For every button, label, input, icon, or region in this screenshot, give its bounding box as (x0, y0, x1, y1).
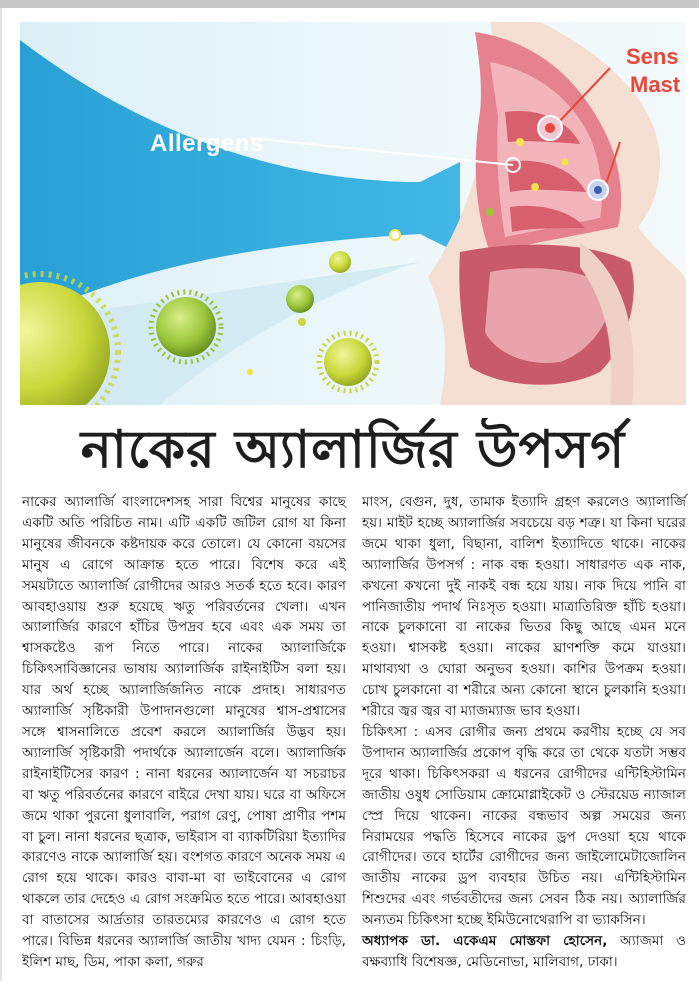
mast-label: Mast (630, 72, 681, 97)
right-paragraph-symptoms: মাংস, বেগুন, দুধ, তামাক ইত্যাদি গ্রহণ করলেও অ্যালার্জি হয়। মাইট হচ্ছে অ্যালার্জির সবচেয়ে বড় শত্রু। যা কিনা ঘরের জমে থাকা ধুলা, বিছানা, বালিশ ইত্যাদিতে থাকে। নাকের অ্যালার্জির উপসর্গ : নাক বন্ধ হওয়া। সাধারণত এক নাক, কখনো কখনো দুই নাকই বন্ধ হয়ে যায়। নাক দিয়ে পানি বা পানিজাতীয় পদার্থ নিঃসৃত হওয়া। মাত্রাতিরিক্ত হাঁচি হওয়া। নাকে চুলকানো বা নাকের ভিতর কিছু আছে এমন মনে হওয়া। শ্বাসকষ্ট হওয়া। নাকের ঘ্রাণশক্তি কমে যাওয়া। মাথাব্যথা ও ঘোরা অনুভব হওয়া। কাশির উপক্রম হওয়া। চোখ চুলকানো বা শরীরে অন্য কোনো স্থানে চুলকানি হওয়া। শরীরে জ্বর জ্বর বা ম্যাজম্যাজ ভাব হওয়া। (362, 494, 686, 720)
right-paragraph-treatment (362, 722, 686, 931)
author-detail: অ্যাজমা ও বক্ষব্যাধি বিশেষজ্ঞ, মেডিনোভা, মালিবাগ, ঢাকা। (362, 933, 686, 970)
top-border (0, 0, 699, 8)
allergens-label: Allergens (150, 130, 264, 157)
left-border (0, 8, 2, 981)
article-column-left (22, 492, 346, 973)
treatment-text: চিকিৎসা : এসব রোগীর জন্য প্রথমে করণীয় হচ্ছে যে সব উপাদান অ্যালার্জির প্রকোপ বৃদ্ধি করে তা থেকে যতটা সম্ভব দূরে থাকা। চিকিৎসকরা এ ধরনের রোগীদের এন্টিহিস্টামিন জাতীয় ওষুধ সোডিয়াম ক্রোমোগ্লাইকেট ও স্টেরয়েড ন্যাজাল স্প্রে দিয়ে থাকেন। নাকের বন্ধভাব অল্প সময়ের জন্য নিরাময়ের পদ্ধতি হিসেবে নাকের ড্রপ দেওয়া হয়ে থাকে রোগীদের। তবে হার্টের রোগীদের জন্য জাইলোমেটাজোলিন জাতীয় নাকের ড্রপ ব্যবহার উচিত নয়। এন্টিহিস্টামিন শিশুদের এবং গর্ভবতীদের জন্য সেবন ঠিক নয়। অ্যালার্জির অন্যতম চিকিৎসা হচ্ছে ইমিউনোথেরাপি বা ভ্যাকসিন। (362, 723, 686, 929)
allergy-illustration (20, 22, 686, 405)
nasal-cavity-illustration (20, 22, 686, 405)
left-paragraph: নাকের অ্যালার্জি বাংলাদেশসহ সারা বিশ্বের মানুষের কাছে একটি অতি পরিচিত নাম। এটি একটি জটিল রোগ যা কিনা মানুষের জীবনকে কষ্টদায়ক করে তোলে। যে কোনো বয়সের মানুষ এ রোগে আক্রান্ত হতে পারে। বিশেষ করে এই সময়টাতে অ্যালার্জি রোগীদের আরও সতর্ক হতে হবে। কারণ আবহাওয়ায় শুরু হয়েছে ঋতু পরিবর্তনের খেলা। এখন অ্যালার্জির কারণে হাঁচির উপদ্রব হবে এবং এক সময় তা শ্বাসকষ্টেও রূপ নিতে পারে। নাকের অ্যালার্জিকে চিকিৎসাবিজ্ঞানের ভাষায় অ্যালার্জিক রাইনাইটিস বলা হয়। যার অর্থ হচ্ছে অ্যালার্জিজনিত নাকে প্রদাহ। সাধারণত অ্যালার্জি সৃষ্টিকারী উপাদানগুলো মানুষের শ্বাস-প্রশ্বাসের সঙ্গে শ্বাসনালিতে প্রবেশ করলে অ্যালার্জির উদ্ভব হয়। অ্যালার্জি সৃষ্টিকারী পদার্থকে অ্যালার্জেন বলে। অ্যালার্জিক রাইনাইটিসের কারণ : নানা ধরনের অ্যালার্জেন যা সচরাচর বা ঋতু পরিবর্তনের কারণে বাইরে দেখা যায়। ঘরে বা অফিসে জমে থাকা পুরনো ধুলাবালি, পরাগ রেণু, পোষা প্রাণীর পশম বা চুল। নানা ধরনের ছত্রাক, ভাইরাস বা ব্যাকটিরিয়া ইত্যাদির কারণেও নাকে অ্যালার্জি হয়। বংশগত কারণে অনেক সময় এ রোগ হয়ে থাকে। কারও বাবা-মা বা ভাইবোনের এ রোগ থাকলে তার দেহেও এ রোগ সংক্রমিত হতে পারে। আবহাওয়া বা বাতাসের আর্দ্রতার তারতম্যের কারণেও এ রোগ হতে পারে। বিভিন্ন ধরনের অ্যালার্জি জাতীয় খাদ্য যেমন : চিংড়ি, ইলিশ মাছ, ডিম, পাকা কলা, গরুর (22, 494, 346, 970)
sens-label: Sens (626, 44, 679, 69)
article-column-right (362, 492, 686, 973)
author-byline (362, 931, 686, 973)
article-headline: নাকের অ্যালার্জির উপসর্গ (80, 419, 626, 480)
author-name: অধ্যাপক ডা. একেএম মোস্তফা হোসেন, (362, 933, 608, 950)
